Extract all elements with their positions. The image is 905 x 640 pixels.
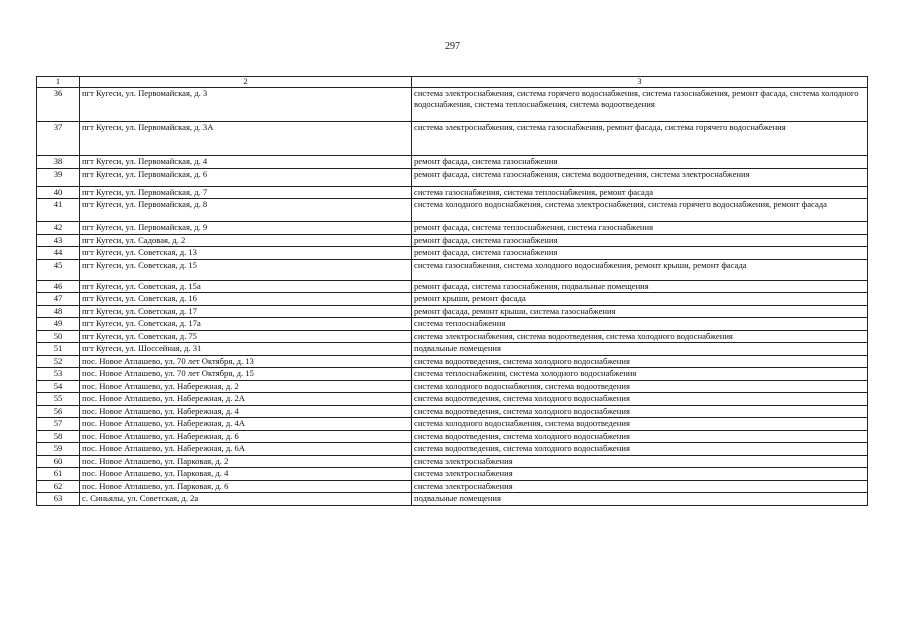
row-works: подвальные помещения	[412, 343, 868, 356]
row-address: с. Синьялы, ул. Советская, д. 2а	[80, 493, 412, 506]
row-address: пос. Новое Атлашево, ул. Набережная, д. 4	[80, 405, 412, 418]
row-works: ремонт фасада, система газоснабжения, подвальные помещения	[412, 280, 868, 293]
row-address: пгт Кугеси, ул. Советская, д. 15	[80, 259, 412, 280]
row-works: система электроснабжения, система водоотведения, система холодного водоснабжения	[412, 330, 868, 343]
row-address: пгт Кугеси, ул. Первомайская, д. 4	[80, 156, 412, 169]
table-row	[37, 199, 868, 222]
row-address: пгт Кугеси, ул. Садовая, д. 2	[80, 234, 412, 247]
row-number: 43	[37, 234, 80, 247]
row-works: ремонт фасада, система газоснабжения	[412, 247, 868, 260]
row-address: пгт Кугеси, ул. Советская, д. 75	[80, 330, 412, 343]
table-row	[37, 393, 868, 406]
page-number: 297	[445, 41, 460, 52]
row-number: 46	[37, 280, 80, 293]
row-address: пос. Новое Атлашево, ул. 70 лет Октября, д. 15	[80, 368, 412, 381]
row-works: система водоотведения, система холодного водоснабжения	[412, 430, 868, 443]
row-address: пгт Кугеси, ул. Шоссейная, д. 31	[80, 343, 412, 356]
row-works: система газоснабжения, система холодного водоснабжения, ремонт крыши, ремонт фасада	[412, 259, 868, 280]
row-works: система холодного водоснабжения, система водоотведения	[412, 380, 868, 393]
row-address: пгт Кугеси, ул. Первомайская, д. 6	[80, 168, 412, 186]
table-row	[37, 468, 868, 481]
row-works: ремонт фасада, система газоснабжения	[412, 156, 868, 169]
row-number: 62	[37, 480, 80, 493]
table-row	[37, 493, 868, 506]
row-number: 36	[37, 88, 80, 122]
row-works: система электроснабжения, система горячего водоснабжения, система газоснабжения, ремонт фасада, система холодного водоснабжения, система теплоснабжения, система водоотведения	[412, 88, 868, 122]
row-number: 51	[37, 343, 80, 356]
row-number: 38	[37, 156, 80, 169]
table-row	[37, 318, 868, 331]
row-address: пос. Новое Атлашево, ул. Парковая, д. 4	[80, 468, 412, 481]
row-number: 49	[37, 318, 80, 331]
row-works: подвальные помещения	[412, 493, 868, 506]
row-number: 39	[37, 168, 80, 186]
table-row	[37, 280, 868, 293]
row-works: система электроснабжения	[412, 455, 868, 468]
table-row	[37, 418, 868, 431]
header-row	[37, 77, 868, 88]
table-row	[37, 480, 868, 493]
table-row	[37, 430, 868, 443]
table-row	[37, 222, 868, 235]
row-number: 52	[37, 355, 80, 368]
row-number: 40	[37, 186, 80, 199]
row-number: 44	[37, 247, 80, 260]
row-number: 50	[37, 330, 80, 343]
row-works: ремонт фасада, ремонт крыши, система газоснабжения	[412, 305, 868, 318]
table-row	[37, 122, 868, 156]
row-number: 54	[37, 380, 80, 393]
table-row	[37, 88, 868, 122]
row-address: пос. Новое Атлашево, ул. Набережная, д. 4А	[80, 418, 412, 431]
row-number: 48	[37, 305, 80, 318]
row-works: система холодного водоснабжения, система электроснабжения, система горячего водоснабжения, ремонт фасада	[412, 199, 868, 222]
header-col-3: 3	[412, 77, 868, 88]
row-address: пгт Кугеси, ул. Советская, д. 16	[80, 293, 412, 306]
table-row	[37, 168, 868, 186]
row-number: 56	[37, 405, 80, 418]
row-works: система водоотведения, система холодного водоснабжения	[412, 355, 868, 368]
row-works: система водоотведения, система холодного водоснабжения	[412, 443, 868, 456]
row-number: 57	[37, 418, 80, 431]
row-number: 42	[37, 222, 80, 235]
row-address: пгт Кугеси, ул. Первомайская, д. 3	[80, 88, 412, 122]
row-address: пос. Новое Атлашево, ул. Парковая, д. 2	[80, 455, 412, 468]
row-address: пгт Кугеси, ул. Советская, д. 15а	[80, 280, 412, 293]
row-address: пос. Новое Атлашево, ул. Набережная, д. 6А	[80, 443, 412, 456]
row-address: пгт Кугеси, ул. Первомайская, д. 3А	[80, 122, 412, 156]
table-row	[37, 156, 868, 169]
row-works: система электроснабжения	[412, 468, 868, 481]
row-address: пгт Кугеси, ул. Первомайская, д. 8	[80, 199, 412, 222]
row-number: 59	[37, 443, 80, 456]
row-number: 47	[37, 293, 80, 306]
row-works: система водоотведения, система холодного водоснабжения	[412, 393, 868, 406]
table-row	[37, 443, 868, 456]
row-address: пос. Новое Атлашево, ул. 70 лет Октября, д. 13	[80, 355, 412, 368]
row-number: 61	[37, 468, 80, 481]
table-row	[37, 355, 868, 368]
row-works: система электроснабжения	[412, 480, 868, 493]
row-address: пгт Кугеси, ул. Советская, д. 17а	[80, 318, 412, 331]
header-col-1: 1	[37, 77, 80, 88]
row-number: 58	[37, 430, 80, 443]
table-row	[37, 293, 868, 306]
row-works: ремонт фасада, система газоснабжения, система водоотведения, система электроснабжения	[412, 168, 868, 186]
table-row	[37, 455, 868, 468]
row-number: 41	[37, 199, 80, 222]
row-address: пос. Новое Атлашево, ул. Набережная, д. 2А	[80, 393, 412, 406]
registry-table	[36, 76, 868, 506]
row-works: система газоснабжения, система теплоснабжения, ремонт фасада	[412, 186, 868, 199]
row-address: пгт Кугеси, ул. Советская, д. 17	[80, 305, 412, 318]
table-row	[37, 259, 868, 280]
row-number: 45	[37, 259, 80, 280]
table-row	[37, 368, 868, 381]
row-number: 63	[37, 493, 80, 506]
row-address: пгт Кугеси, ул. Первомайская, д. 9	[80, 222, 412, 235]
row-address: пос. Новое Атлашево, ул. Набережная, д. 2	[80, 380, 412, 393]
row-works: система теплоснабжения, система холодного водоснабжения	[412, 368, 868, 381]
row-works: система электроснабжения, система газоснабжения, ремонт фасада, система горячего водоснабжения	[412, 122, 868, 156]
row-address: пос. Новое Атлашево, ул. Парковая, д. 6	[80, 480, 412, 493]
row-number: 37	[37, 122, 80, 156]
row-works: ремонт крыши, ремонт фасада	[412, 293, 868, 306]
table-row	[37, 380, 868, 393]
row-works: ремонт фасада, система газоснабжения	[412, 234, 868, 247]
row-address: пгт Кугеси, ул. Первомайская, д. 7	[80, 186, 412, 199]
row-works: система холодного водоснабжения, система водоотведения	[412, 418, 868, 431]
table-row	[37, 343, 868, 356]
table-row	[37, 330, 868, 343]
row-works: ремонт фасада, система теплоснабжения, система газоснабжения	[412, 222, 868, 235]
row-number: 60	[37, 455, 80, 468]
row-works: система теплоснабжения	[412, 318, 868, 331]
table-row	[37, 247, 868, 260]
table-row	[37, 405, 868, 418]
table-row	[37, 305, 868, 318]
row-number: 53	[37, 368, 80, 381]
table-row	[37, 186, 868, 199]
row-address: пос. Новое Атлашево, ул. Набережная, д. 6	[80, 430, 412, 443]
row-number: 55	[37, 393, 80, 406]
row-address: пгт Кугеси, ул. Советская, д. 13	[80, 247, 412, 260]
row-works: система водоотведения, система холодного водоснабжения	[412, 405, 868, 418]
header-col-2: 2	[80, 77, 412, 88]
table-row	[37, 234, 868, 247]
